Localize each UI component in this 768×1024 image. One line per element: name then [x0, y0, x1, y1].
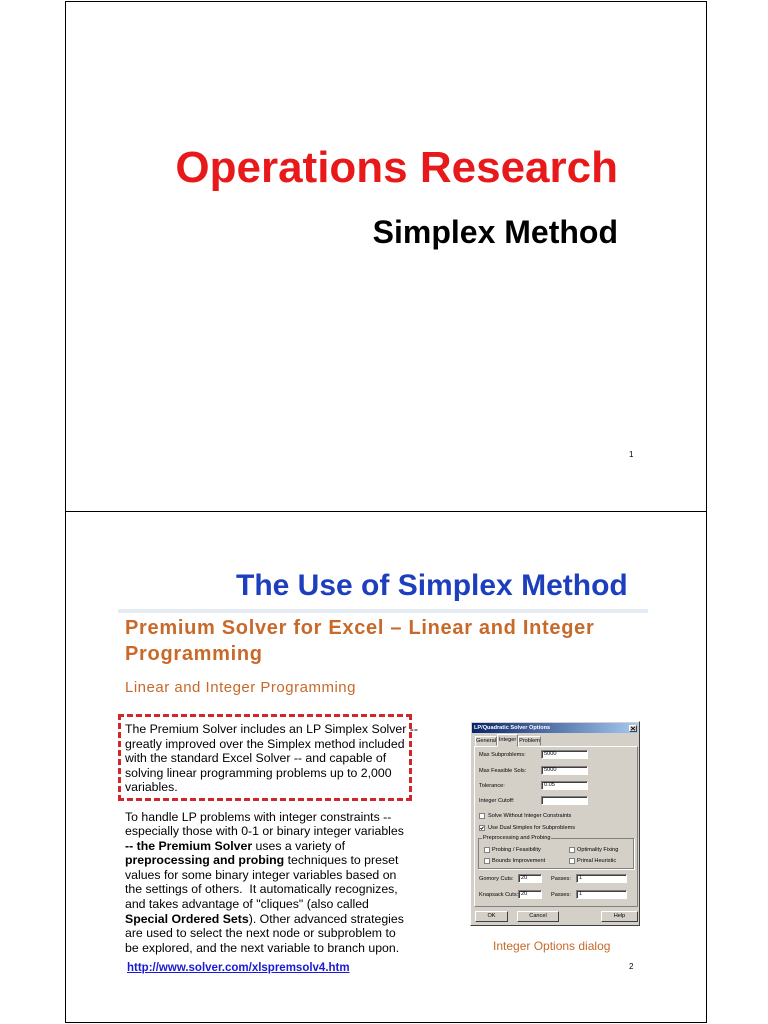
preprocessing-group-title-wrap — [482, 834, 551, 842]
paragraph-line — [125, 868, 404, 883]
paragraph-line — [125, 839, 404, 854]
paragraph-line: solving linear programming problems up to 2,000 — [125, 765, 392, 780]
dialog-caption: Integer Options dialog — [493, 939, 611, 953]
dialog-titlebar — [472, 723, 638, 733]
paragraph-bold-text: -- the Premium Solver — [125, 838, 253, 853]
optimality-fixing-label: Optimality Fixing — [577, 847, 619, 853]
slide1-page-number: 1 — [629, 450, 634, 459]
slide2-page-number: 2 — [629, 962, 634, 971]
paragraph-bold-text: preprocessing and probing — [125, 853, 285, 868]
tolerance-field: 0.05 — [541, 781, 588, 790]
paragraph-line: The Premium Solver includes an LP Simplex Solver -- — [125, 722, 418, 736]
integer-paragraph — [125, 810, 404, 956]
max-subproblems-field: 5000 — [541, 750, 588, 759]
tab-integer: Integer — [497, 734, 518, 747]
close-icon — [629, 725, 637, 732]
paragraph-text: and takes advantage of "cliques" (also called — [125, 897, 369, 912]
paragraph-line — [125, 853, 404, 868]
solve-without-integer-checkbox — [479, 813, 485, 819]
gomory-cuts-field: 20 — [518, 874, 542, 883]
dialog-title: LP/Quadratic Solver Options — [474, 725, 551, 731]
slide-divider — [65, 511, 707, 512]
slide2-title: The Use of Simplex Method — [236, 569, 628, 602]
gomory-passes-field: 1 — [576, 874, 627, 883]
solve-without-integer-label: Solve Without Integer Constraints — [488, 813, 572, 819]
slide1-title: Operations Research — [175, 143, 618, 192]
knapsack-cuts-label: Knapsack Cuts: — [479, 892, 519, 898]
ok-button: OK — [475, 911, 508, 922]
web-heading-line1: Premium Solver for Excel – Linear and Integer — [125, 617, 595, 639]
solver-options-dialog — [470, 721, 640, 926]
tab-general: General — [476, 738, 496, 744]
primal-heuristic-label: Primal Heuristic — [577, 858, 617, 864]
bounds-improvement-checkbox — [484, 858, 490, 864]
paragraph-line — [125, 810, 404, 825]
probing-feasibility-label: Probing / Feasibility — [492, 847, 541, 853]
use-dual-simplex-checkbox — [479, 825, 485, 831]
paragraph-text: techniques to preset — [284, 853, 399, 868]
gomory-cuts-label: Gomory Cuts: — [479, 876, 514, 882]
paragraph-line: greatly improved over the Simplex method included — [125, 736, 405, 751]
solver-link[interactable]: http://www.solver.com/xlspremsolv4.htm — [127, 962, 350, 974]
slide1-subtitle: Simplex Method — [372, 214, 618, 250]
knapsack-passes-label: Passes: — [551, 892, 571, 898]
probing-feasibility-checkbox — [484, 847, 490, 853]
paragraph-line — [125, 897, 404, 912]
cancel-button: Cancel — [517, 911, 559, 922]
lp-solver-paragraph — [125, 722, 418, 795]
paragraph-text: uses a variety of — [252, 838, 346, 853]
paragraph-text: are used to select the next node or subproblem to — [125, 926, 396, 941]
tolerance-label: Tolerance: — [479, 783, 505, 789]
paragraph-line — [125, 882, 404, 897]
paragraph-line — [125, 824, 404, 839]
primal-heuristic-checkbox — [569, 858, 575, 864]
paragraph-text: ). Other advanced strategies — [248, 911, 404, 926]
paragraph-text: values for some binary integer variables based on — [125, 867, 397, 882]
paragraph-line — [125, 941, 404, 956]
max-feasible-sols-label: Max Feasible Sols: — [479, 768, 527, 774]
optimality-fixing-checkbox — [569, 847, 575, 853]
knapsack-cuts-field: 20 — [518, 890, 542, 899]
integer-cutoff-field — [541, 796, 588, 805]
web-heading-line2: Programming — [125, 643, 263, 665]
paragraph-line: with the standard Excel Solver -- and capable of — [125, 751, 387, 766]
paragraph-line: variables. — [125, 780, 178, 795]
bounds-improvement-label: Bounds Improvement — [492, 858, 546, 864]
paragraph-text: especially those with 0-1 or binary integer variables — [125, 824, 404, 839]
web-header-band — [118, 609, 648, 613]
paragraph-bold-text: Special Ordered Sets — [125, 911, 249, 926]
paragraph-text: To handle LP problems with integer constraints -- — [125, 809, 392, 824]
integer-cutoff-label: Integer Cutoff: — [479, 798, 515, 804]
web-subheading: Linear and Integer Programming — [125, 679, 356, 696]
use-dual-simplex-label: Use Dual Simplex for Subproblems — [488, 825, 576, 831]
preprocessing-group-title: Preprocessing and Probing — [483, 835, 551, 841]
paragraph-line — [125, 912, 404, 927]
help-button: Help — [601, 911, 638, 922]
max-feasible-sols-field: 5000 — [541, 766, 588, 775]
paragraph-text: the settings of others. It automatically recognizes, — [125, 882, 398, 897]
knapsack-passes-field: 1 — [576, 890, 627, 899]
gomory-passes-label: Passes: — [551, 876, 571, 882]
tab-problem: Problem — [519, 738, 540, 744]
max-subproblems-label: Max Subproblems: — [479, 752, 526, 758]
paragraph-line — [125, 926, 404, 941]
paragraph-text: be explored, and the next variable to branch upon. — [125, 940, 400, 955]
